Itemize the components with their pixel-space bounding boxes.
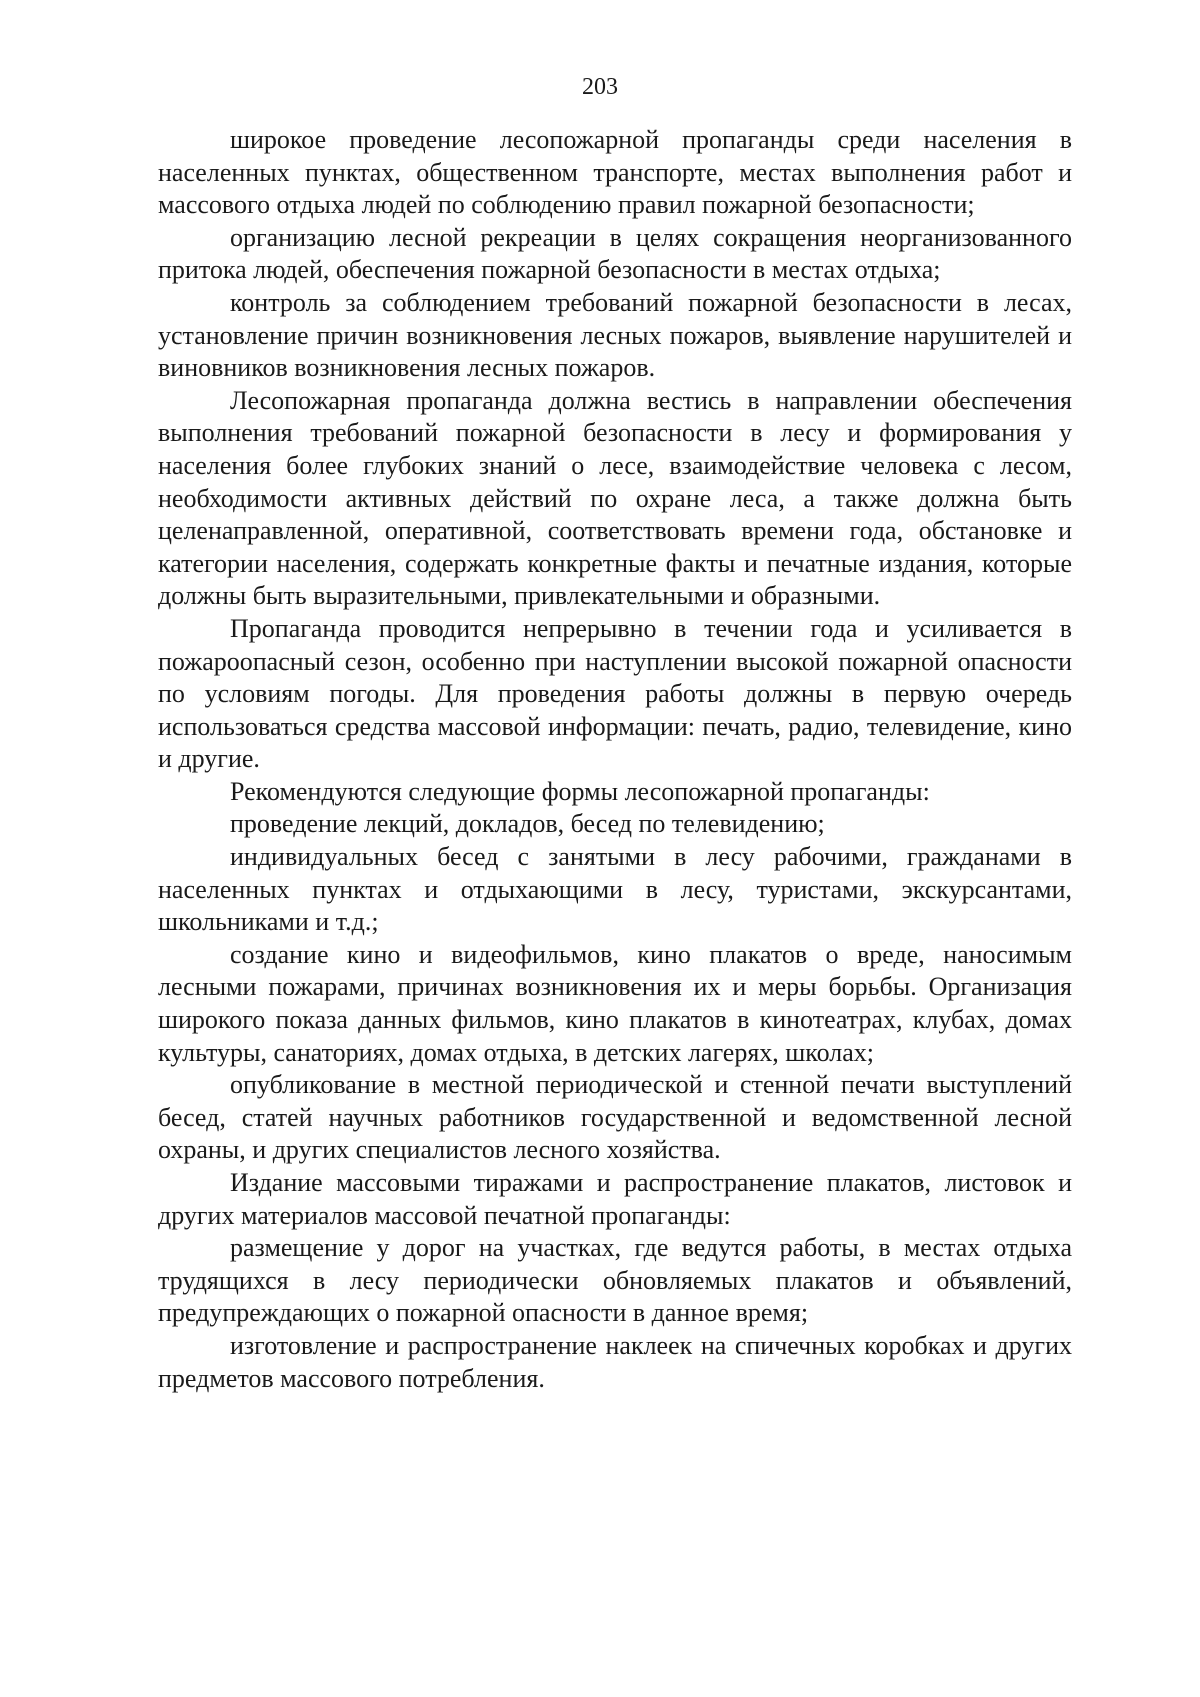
body-text — [158, 124, 1072, 1395]
paragraph-forest-recreation: организацию лесной рекреации в целях сокращения неорганизованного притока людей, обеспечения пожарной безопасности в местах отдыха; — [158, 222, 1072, 285]
paragraph-press-publications: опубликование в местной периодической и стенной печати выступлений бесед, статей научных работников государственной и ведомственной лесной охраны, и других специалистов лесного хозяйства. — [158, 1070, 1072, 1165]
page-number: 203 — [582, 74, 618, 100]
paragraph-propaganda-among-population: широкое проведение лесопожарной пропаганды среди населения в населенных пунктах, общественном транспорте, местах выполнения работ и массового отдыха людей по соблюдению правил пожарной безопасности; — [158, 125, 1072, 220]
paragraph-fire-safety-control: контроль за соблюдением требований пожарной безопасности в лесах, установление причин возникновения лесных пожаров, выявление нарушителей и виновников возникновения лесных пожаров. — [158, 287, 1072, 383]
paragraph-propaganda-directions: Лесопожарная пропаганда должна вестись в направлении обеспечения выполнения требований пожарной безопасности в лесу и формирования у населения более глубоких знаний о лесе, взаимодействие человека с лесом, необходимости активных действий по охране леса, а также должна быть целенаправленной, оперативной, соответствовать времени года, обстановке и категории населения, содержать конкретные факты и печатные издания, которые должны быть выразительными, привлекательными и образными. — [158, 385, 1072, 611]
paragraph-matchbox-stickers: изготовление и распространение наклеек на спичечных коробках и других предметов массового потребления. — [158, 1330, 1072, 1393]
paragraph-roadside-posters: размещение у дорог на участках, где ведутся работы, в местах отдыха трудящихся в лесу периодически обновляемых плакатов и объявлений, предупреждающих о пожарной опасности в данное время; — [158, 1233, 1072, 1328]
paragraph-lectures: проведение лекций, докладов, бесед по телевидению; — [230, 809, 825, 839]
paragraph-mass-printing: Издание массовыми тиражами и распространение плакатов, листовок и других материалов массовой печатной пропаганды: — [158, 1168, 1072, 1230]
paragraph-individual-talks: индивидуальных бесед с занятыми в лесу рабочими, гражданами в населенных пунктах и отдыхающими в лесу, туристами, экскурсантами, школьниками и т.д.; — [158, 842, 1072, 937]
paragraph-recommended-forms: Рекомендуются следующие формы лесопожарной пропаганды: — [230, 776, 930, 806]
paragraph-films-and-posters: создание кино и видеофильмов, кино плакатов о вреде, наносимым лесными пожарами, причинах возникновения их и меры борьбы. Организация широкого показа данных фильмов, кино плакатов в кинотеатрах, клубах, домах культуры, санаториях, домах отдыха, в детских лагерях, школах; — [158, 939, 1072, 1067]
paragraph-continuous-propaganda: Пропаганда проводится непрерывно в течении года и усиливается в пожароопасный сезон, особенно при наступлении высокой пожарной опасности по условиям погоды. Для проведения работы должны в первую очередь использоваться средства массовой информации: печать, радио, телевидение, кино и другие. — [158, 613, 1072, 774]
